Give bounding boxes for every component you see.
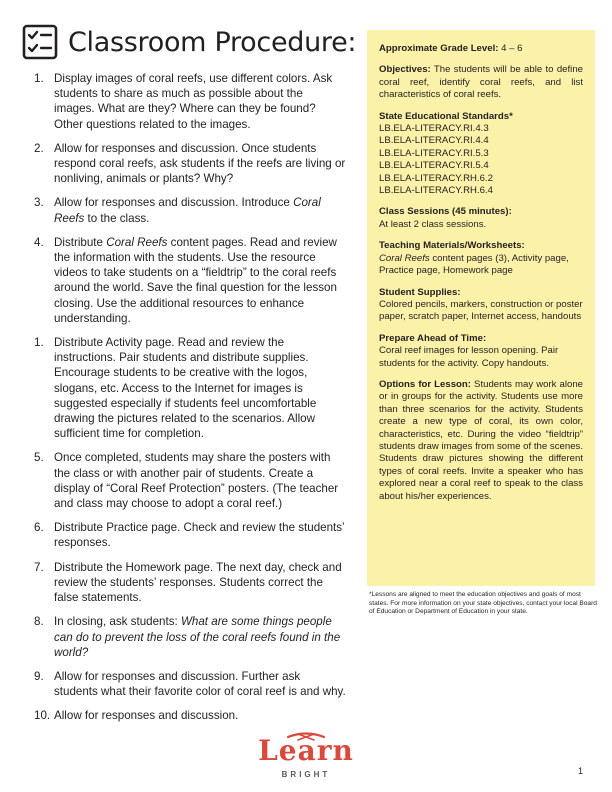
step-italic-text: Coral Reefs [54,196,321,225]
checklist-icon [22,24,58,60]
standard-item: LB.ELA-LITERACY.RH.6.2 [379,172,493,184]
step-text [54,71,346,132]
step-text [54,195,346,225]
step-number: 8. [34,615,44,629]
step-text-run: Distribute Activity page. Read and review the instructions. Pair students and distribute supplies. Encourage students to be creative with the logos, slogans, etc. Access to the Internet for images is suggested especially if students feel uncomfortable drawing the pictures related to the scenarios. Allow sufficient time for completion. [54,336,317,441]
standard-item: LB.ELA-LITERACY.RI.4.3 [379,123,489,135]
step-number: 10. [34,709,51,723]
procedure-step [34,669,346,699]
step-number: 9. [34,669,44,683]
step-text-run: Allow for responses and discussion. [54,709,239,723]
standards [379,111,583,198]
step-number: 1. [34,336,44,350]
student-supplies [379,287,583,324]
standard-item: LB.ELA-LITERACY.RI.5.3 [379,147,489,159]
logo-subtitle: BRIGHT [281,770,331,779]
standard-item: LB.ELA-LITERACY.RH.6.4 [379,185,493,197]
step-text-run: Display images of coral reefs, use different colors. Ask students to share as much as possible about the images. What are they? Where can they be found? Other questions related to the images. [54,72,333,131]
step-number: 7. [34,560,44,574]
standard-item: LB.ELA-LITERACY.RI.4.4 [379,135,489,147]
step-number: 1. [34,72,44,85]
step-text-run: to the class. [84,211,150,225]
procedure-step [34,235,346,326]
standards-footnote: *Lessons are aligned to meet the education objectives and goals of most states. For more information on your state objectives, contact your local Board of Education or Department of Education in your state. [369,591,597,616]
grade-level-label: Approximate Grade Level: [379,43,499,54]
student-supplies-text: Colored pencils, markers, construction or poster paper, scratch paper, Internet access, handouts [379,298,583,323]
standard-item: LB.ELA-LITERACY.RI.5.4 [379,160,489,172]
teaching-materials-text: content pages (3), Activity page, Practice page, Homework page [379,252,569,277]
objectives [379,64,583,101]
step-italic-text: What are some things people can do to prevent the loss of the coral reefs found in the world? [54,615,341,659]
teaching-materials [379,240,583,277]
prepare-ahead [379,333,583,370]
step-number: 3. [34,196,44,210]
step-text-run: content pages. Read and review the information with the students. Use the resource videos to take students on a “fieldtrip” to the coral reefs around the world. Save the final question for the lesson closing. Use the additional resources to enhance understanding. [54,235,337,325]
step-text [54,708,346,723]
standards-label: State Educational Standards* [379,110,513,122]
grade-level [379,43,583,55]
page-number: 1 [578,766,584,776]
procedure-step [34,335,346,441]
procedure-step [34,141,346,187]
prepare-ahead-label: Prepare Ahead of Time: [379,332,487,344]
procedure-step [34,708,346,723]
step-text-run: Distribute Practice page. Check and review the students’ responses. [54,521,345,550]
teaching-materials-italic: Coral Reefs [379,252,430,264]
prepare-ahead-text: Coral reef images for lesson opening. Pair students for the activity. Copy handouts. [379,345,559,369]
step-text [54,141,346,187]
logo-wordmark: Learn [258,734,354,767]
step-text-run: Allow for responses and discussion. Introduce [54,196,294,210]
procedure-step [34,560,346,606]
step-text [54,450,346,511]
learn-bright-logo [248,730,364,784]
step-text [54,614,346,660]
step-number: 4. [34,235,44,249]
step-text [54,520,346,550]
procedure-list [34,71,346,733]
objectives-text: The students will be able to define coral reef, identify coral reefs, and list characteristics of coral reefs. [379,64,583,101]
class-sessions-text: At least 2 class sessions. [379,218,487,230]
step-text-run: Once completed, students may share the posters with the class or with another pair of students. Create a display of “Coral Reef Protection” posters. (The teacher and class may choose to adopt a coral reef.) [54,451,339,511]
grade-level-value: 4 – 6 [501,43,523,54]
lesson-info-sidebar [367,30,595,586]
lesson-options-text: Students may work alone or in groups for the activity. Students use more than three scenarios for the activity. Students create a new type of coral, its own color, characteristics, etc. During the video “fieldtrip” students draw images from some of the scenes. Students draw pictures showing the different types of coral reefs. Invite a speaker who has explored near a coral reef to speak to the class about his/her experiences. [379,378,583,502]
class-sessions-label: Class Sessions (45 minutes): [379,206,512,218]
step-text-run: Allow for responses and discussion. Further ask students what their favorite color of coral reef is and why. [54,669,346,699]
step-text [54,669,346,699]
teaching-materials-label: Teaching Materials/Worksheets: [379,240,525,252]
page-title: Classroom Procedure: [68,26,357,58]
page-header [22,22,356,62]
lesson-options-label: Options for Lesson: [379,378,471,390]
step-text-run: Distribute [54,235,107,249]
step-text [54,335,346,441]
step-text-run: Distribute the Homework page. The next day, check and review the students’ responses. Students correct the false statements. [54,560,342,605]
step-text-run: Allow for responses and discussion. Once students respond coral reefs, ask students if the reefs are living or nonliving, animals or plants? Why? [54,141,346,186]
step-text [54,560,346,606]
step-italic-text: Coral Reefs [106,235,168,249]
procedure-step [34,614,346,660]
step-number: 5. [34,451,44,465]
step-text [54,235,346,326]
class-sessions [379,206,583,231]
step-number: 6. [34,521,44,535]
procedure-step [34,450,346,511]
procedure-step [34,520,346,550]
student-supplies-label: Student Supplies: [379,286,461,298]
lesson-options [379,379,583,503]
procedure-step [34,195,346,225]
step-number: 2. [34,141,44,155]
step-text-run: In closing, ask students: [54,615,181,629]
procedure-step [34,71,346,132]
objectives-label: Objectives: [379,64,431,76]
